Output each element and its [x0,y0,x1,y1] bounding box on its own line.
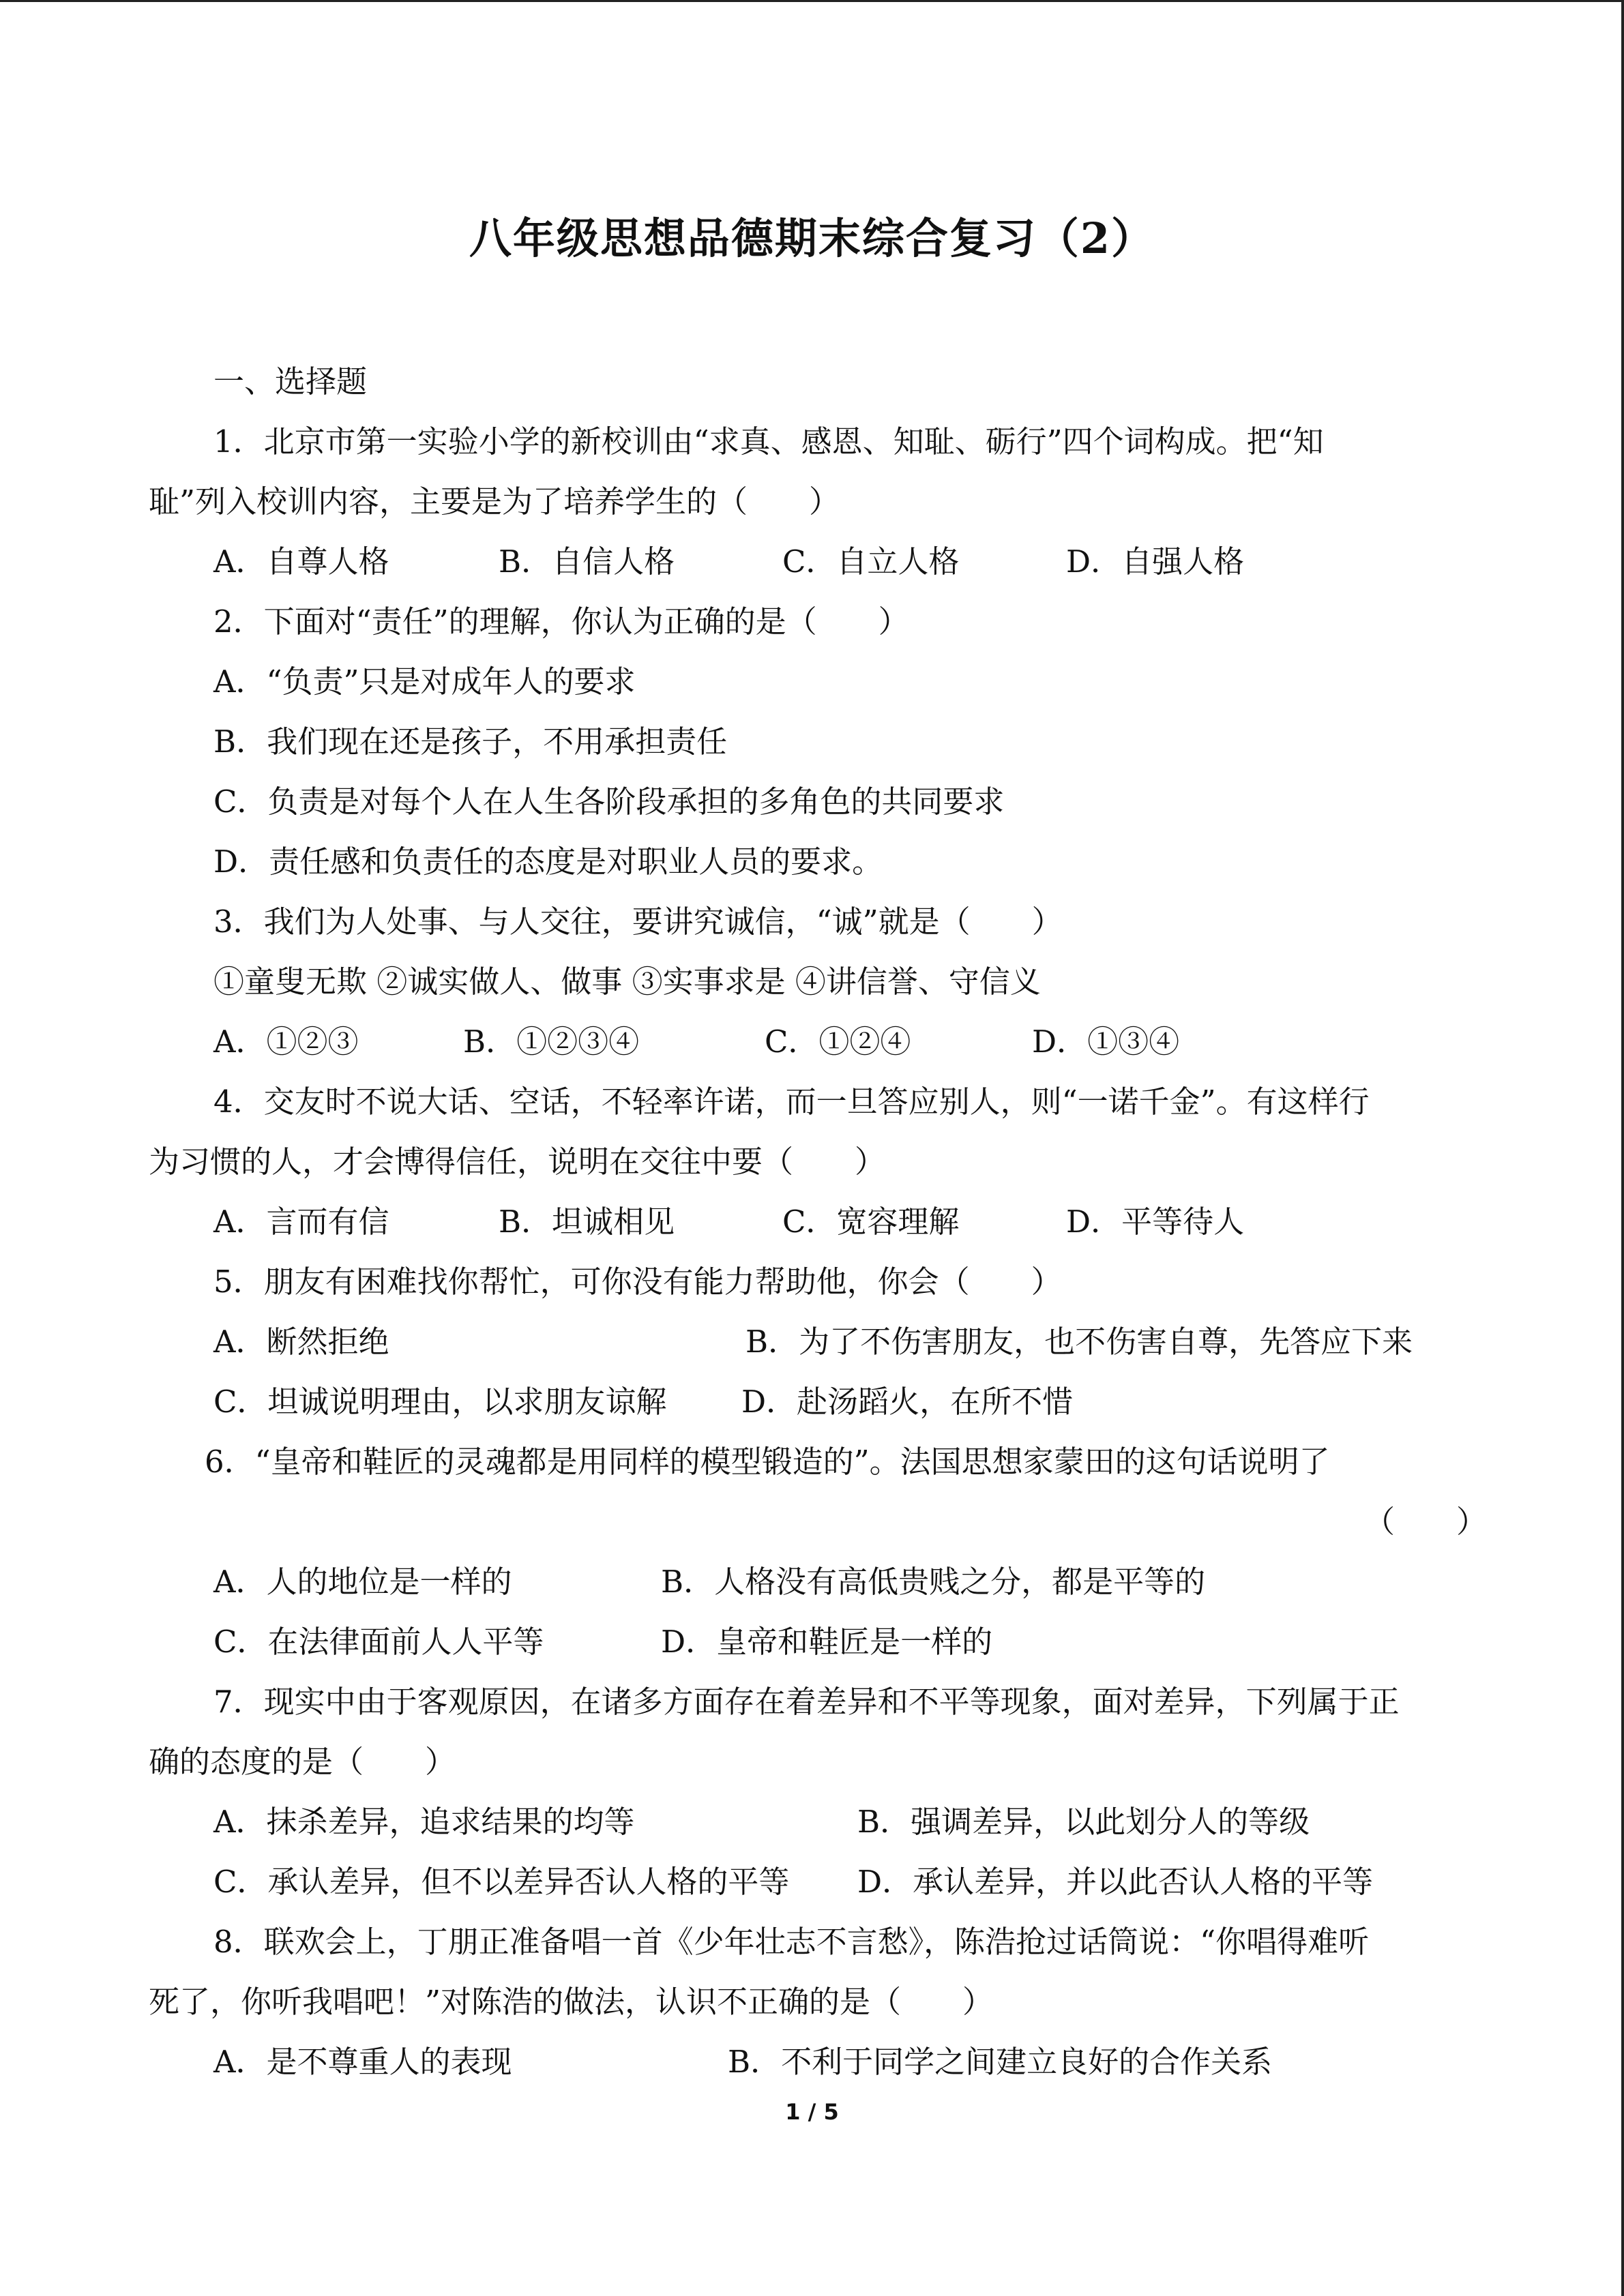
q1-stem-line1: 1．北京市第一实验小学的新校训由“求真、感恩、知耻、砺行”四个词构成。把“知 [213,423,1324,460]
q6-option-b: B．人格没有高低贵贱之分，都是平等的 [661,1564,1206,1600]
q8-stem-line1: 8．联欢会上，丁朋正准备唱一首《少年壮志不言愁》，陈浩抢过话筒说：“你唱得难听 [213,1924,1370,1960]
q6-option-d: D．皇帝和鞋匠是一样的 [661,1624,993,1660]
q3-items: ①童叟无欺 ②诚实做人、做事 ③实事求是 ④讲信誉、守信义 [213,964,1041,1000]
q8-option-a: A．是不尊重人的表现 [213,2044,512,2080]
page-border-right [1621,0,1624,2296]
section-heading: 一、选择题 [213,363,368,400]
q6-option-c: C．在法律面前人人平等 [213,1624,544,1660]
q6-stem: 6．“皇帝和鞋匠的灵魂都是用同样的模型锻造的”。法国思想家蒙田的这句话说明了 [205,1444,1330,1480]
q7-stem-line2: 确的态度的是（ ） [149,1744,456,1780]
q2-stem: 2．下面对“责任”的理解，你认为正确的是（ ） [213,603,909,640]
q3-stem: 3．我们为人处事、与人交往，要讲究诚信，“诚”就是（ ） [213,904,1063,940]
q5-option-a: A．断然拒绝 [213,1324,389,1360]
q3-option-b: B．①②③④ [463,1024,640,1060]
q1-option-a: A．自尊人格 [213,543,389,580]
q2-option-c: C．负责是对每个人在人生各阶段承担的多角色的共同要求 [213,784,1005,820]
q1-option-b: B．自信人格 [499,543,675,580]
q4-stem-line2: 为习惯的人，才会博得信任，说明在交往中要（ ） [149,1144,886,1180]
page-title: 八年级思想品德期末综合复习（2） [469,213,1155,263]
q3-option-d: D．①③④ [1032,1024,1180,1060]
q4-option-c: C．宽容理解 [782,1204,960,1240]
q7-stem-line1: 7．现实中由于客观原因，在诸多方面存在着差异和不平等现象，面对差异，下列属于正 [213,1684,1400,1720]
q5-stem: 5．朋友有困难找你帮忙，可你没有能力帮助他，你会（ ） [213,1264,1062,1300]
q3-option-c: C．①②④ [765,1024,911,1060]
q6-answer-paren: （ ） [1364,1504,1488,1540]
q8-option-b: B．不利于同学之间建立良好的合作关系 [728,2044,1273,2080]
q1-option-d: D．自强人格 [1066,543,1245,580]
q3-option-a: A．①②③ [213,1024,359,1060]
q7-option-d: D．承认差异，并以此否认人格的平等 [857,1864,1374,1900]
q8-stem-line2: 死了，你听我唱吧！”对陈浩的做法，认识不正确的是（ ） [149,1984,994,2020]
q4-option-d: D．平等待人 [1066,1204,1245,1240]
q7-option-a: A．抹杀差异，追求结果的均等 [213,1804,635,1840]
q5-option-d: D．赴汤蹈火，在所不惜 [741,1384,1074,1420]
q2-option-b: B．我们现在还是孩子，不用承担责任 [213,724,728,760]
q7-option-b: B．强调差异，以此划分人的等级 [857,1804,1310,1840]
q7-option-c: C．承认差异，但不以差异否认人格的平等 [213,1864,790,1900]
q5-option-b: B．为了不伤害朋友，也不伤害自尊，先答应下来 [745,1324,1413,1360]
q4-option-a: A．言而有信 [213,1204,389,1240]
q5-option-c: C．坦诚说明理由，以求朋友谅解 [213,1384,667,1420]
q6-option-a: A．人的地位是一样的 [213,1564,512,1600]
q4-option-b: B．坦诚相见 [499,1204,675,1240]
q1-option-c: C．自立人格 [782,543,960,580]
page-border-top [0,0,1624,2]
page-number: 1 / 5 [785,2099,839,2125]
q2-option-d: D．责任感和负责任的态度是对职业人员的要求。 [213,844,883,880]
q4-stem-line1: 4．交友时不说大话、空话，不轻率许诺，而一旦答应别人，则“一诺千金”。有这样行 [213,1084,1370,1120]
q1-stem-line2: 耻”列入校训内容，主要是为了培养学生的（ ） [149,483,840,520]
q2-option-a: A．“负责”只是对成年人的要求 [213,664,636,700]
